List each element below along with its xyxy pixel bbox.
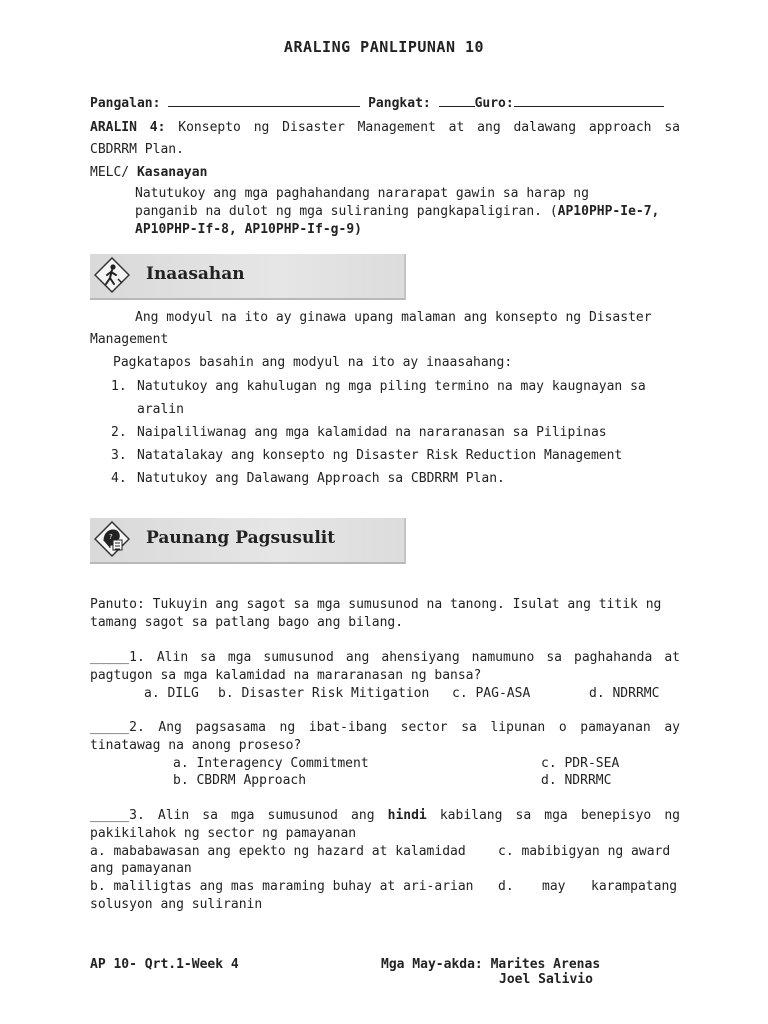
option-d: d. [498, 879, 514, 894]
question-number: 2. [129, 720, 145, 735]
melc-code1: AP10PHP-Ie-7, [557, 204, 660, 219]
answer-blank[interactable]: _____ [90, 808, 130, 823]
instructions-line1: Panuto: Tukuyin ang sagot sa mga sumusunod na tanong. Isulat ang titik ng [90, 597, 662, 612]
footer-week: AP 10- Qrt.1-Week 4 [90, 957, 239, 972]
option-b: b. maliligtas ang mas maraming buhay at ari-arian [90, 879, 474, 894]
melc-text-line2: panganib na dulot ng mga suliraning pangkapaligiran. (AP10PHP-Ie-7, [135, 204, 660, 219]
question-bold-word: hindi [387, 808, 427, 823]
option-b: b. CBDRM Approach [173, 773, 307, 788]
page-title: ARALING PANLIPUNAN 10 [283, 38, 485, 56]
melc-text-line1: Natutukoy ang mga paghahandang nararapat gawin sa harap ng [135, 186, 589, 201]
teacher-blank[interactable] [514, 92, 664, 107]
answer-blank[interactable]: _____ [90, 720, 130, 735]
paunang-pagsusulit-banner [90, 518, 406, 564]
name-label: Pangalan: [90, 96, 161, 111]
option-d: d. NDRRMC [589, 686, 660, 701]
question-3: _____3. Alin sa mga sumusunod ang hindi kabilang sa mga benepisyo ng pakikilahok ng sector ng pamayanan [90, 808, 680, 841]
option-b: b. Disaster Risk Mitigation [218, 686, 430, 701]
question-number: 1. [129, 650, 145, 665]
option-d-text-2: karampatang [591, 879, 678, 894]
melc-bold: Kasanayan [136, 165, 208, 180]
inaasahan-banner [90, 254, 406, 300]
option-a: a. mababawasan ang epekto ng hazard at kalamidad [90, 844, 466, 859]
question-text-line2: pakikilahok ng sector ng pamayanan [90, 826, 357, 841]
svg-text:?: ? [109, 533, 113, 541]
option-d-text-1: may [542, 879, 566, 894]
melc-prefix: MELC/ [90, 165, 137, 180]
lesson-title-line1 [90, 117, 680, 139]
question-text: Ang pagsasama ng ibat-ibang sector sa lipunan o pamayanan ay [144, 720, 680, 735]
inaasahan-intro [90, 307, 680, 329]
teacher-label: Guro: [474, 96, 514, 111]
question-text: Alin sa mga sumusunod ang [144, 808, 388, 823]
option-a-continued: ang pamayanan [90, 861, 192, 876]
instructions-line2: tamang sagot sa patlang bago ang bilang. [90, 615, 404, 630]
question-text-line2: pagtugon sa mga kalamidad na mararanasan ng bansa? [90, 668, 482, 683]
group-label: Pangkat: [368, 96, 431, 111]
question-number: 3. [129, 808, 145, 823]
list-item: 1. Natutukoy ang kahulugan ng mga piling termino na may kaugnayan sa aralin [111, 379, 646, 417]
list-item: 3. Natatalakay ang konsepto ng Disaster Risk Reduction Management [111, 448, 623, 463]
inaasahan-intro-line2: Management [90, 332, 169, 347]
student-info-line [90, 92, 680, 115]
option-c: c. PDR-SEA [541, 756, 620, 771]
name-blank[interactable] [168, 92, 360, 107]
melc-text [135, 185, 680, 239]
head-with-checklist-icon [94, 521, 130, 557]
option-c: c. PAG-ASA [452, 686, 531, 701]
lesson-label: ARALIN 4: [90, 120, 166, 135]
option-d: d. NDRRMC [541, 773, 612, 788]
option-d-continued: solusyon ang suliranin [90, 897, 263, 912]
option-a: a. DILG [144, 686, 199, 701]
inaasahan-lead: Pagkatapos basahin ang modyul na ito ay inaasahang: [113, 355, 513, 370]
list-item: 2. Naipaliliwanag ang mga kalamidad na nararanasan sa Pilipinas [111, 425, 607, 440]
inaasahan-title: Inaasahan [146, 264, 245, 284]
question-2 [90, 719, 680, 755]
question-text: Alin sa mga sumusunod ang ahensiyang namumuno sa paghahanda at [144, 650, 680, 665]
answer-blank[interactable]: _____ [90, 650, 130, 665]
footer-author2: Joel Salivio [499, 972, 593, 987]
instructions [90, 596, 680, 632]
inaasahan-intro-line1: Ang modyul na ito ay ginawa upang malaman ang konsepto ng Disaster [135, 310, 652, 325]
group-blank[interactable] [439, 92, 475, 107]
melc-heading [90, 162, 680, 184]
footer-authors: Mga May-akda: Marites Arenas [381, 957, 601, 972]
walking-person-icon [94, 257, 130, 293]
question-1 [90, 649, 680, 685]
paunang-pagsusulit-title: Paunang Pagsusulit [146, 528, 336, 548]
question-text-line2: tinatawag na anong proseso? [90, 738, 302, 753]
melc-code2: AP10PHP-If-8, AP10PHP-If-g-9) [135, 222, 362, 237]
list-item: 4. Natutukoy ang Dalawang Approach sa CBDRRM Plan. [111, 471, 505, 486]
lesson-title-line2: CBDRRM Plan. [90, 142, 184, 157]
lesson-title-text: Konsepto ng Disaster Management at ang dalawang approach sa [165, 120, 680, 135]
option-c: c. mabibigyan ng award [498, 844, 671, 859]
option-a: a. Interagency Commitment [173, 756, 369, 771]
